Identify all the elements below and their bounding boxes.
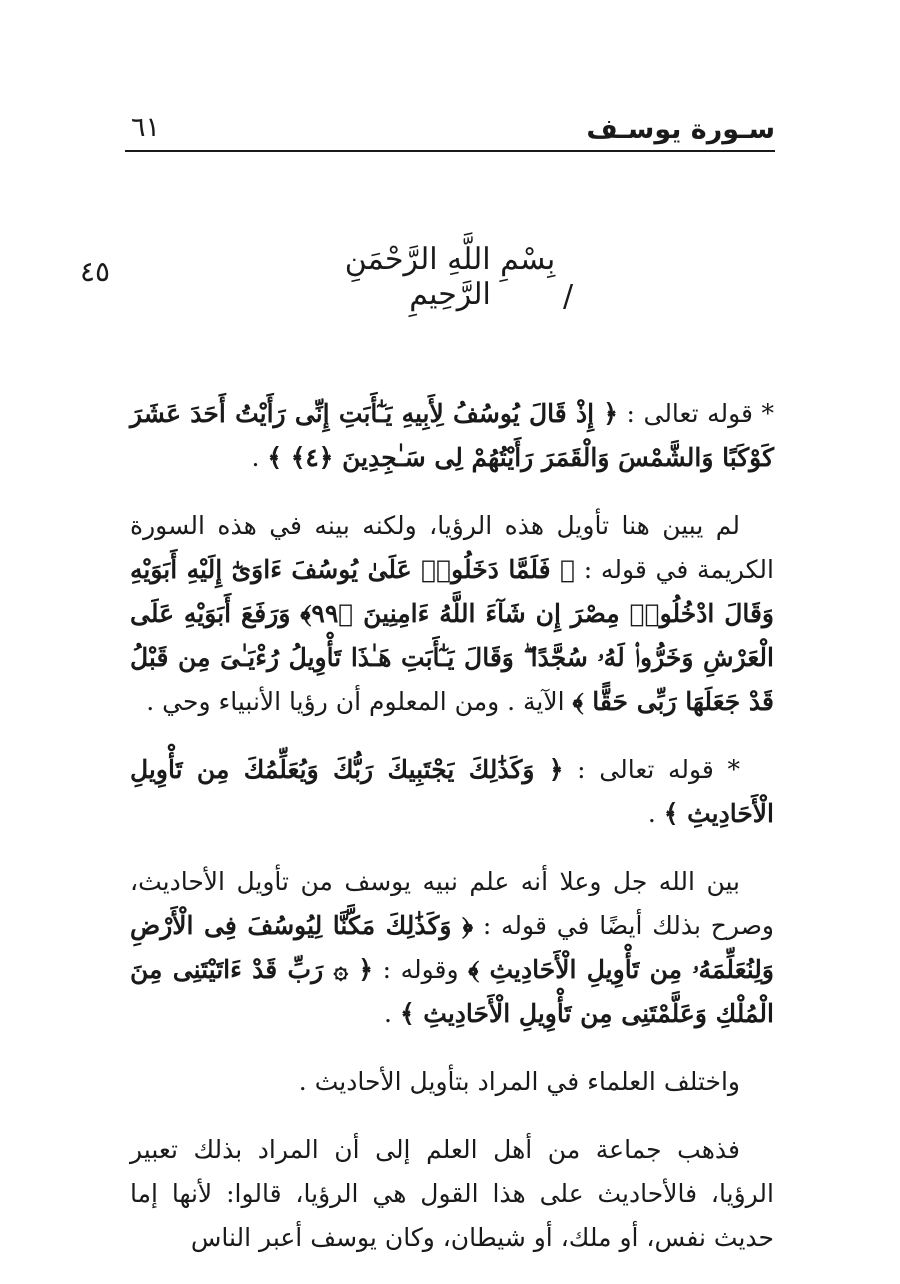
margin-number: ٤٥ [80,255,111,288]
paragraph-lead: لم يبين هنا تأويل هذه الرؤيا، ولكنه بينه في هذه السورة الكريمة في قوله : [130,511,774,584]
paragraph-4 [130,860,774,1036]
running-header [125,110,775,152]
slash-mark: / [563,279,574,314]
surah-title: سـورة يوسـف [586,114,775,145]
paragraph-2 [130,504,774,724]
quran-verse: ﴿ إِذْ قَالَ يُوسُفُ لِأَبِيهِ يَـٰٓأَبَتِ إِنِّى رَأَيْتُ أَحَدَ عَشَرَ كَوْكَبًا وَالشَّمْسَ وَالْقَمَرَ رَأَيْتُهُمْ لِى سَـٰجِدِينَ ﴿٤﴾ ﴾ [130,399,774,472]
paragraph-tail: . [647,799,664,828]
paragraph-lead: بين الله جل وعلا أنه علم نبيه يوسف من تأويل الأحاديث، وصرح بذلك أيضًا في قوله : [130,867,774,940]
paragraph-1 [130,392,774,480]
paragraph-mid: وقوله : [373,955,469,984]
paragraph-6 [130,1128,774,1260]
paragraph-lead: * قوله تعالى : [618,399,774,428]
basmala: بِسْمِ اللَّهِ الرَّحْمَنِ الرَّحِيمِ [344,242,556,312]
paragraph-tail: . [384,999,400,1028]
page-number: ٦١ [131,112,161,143]
paragraph-lead: واختلف العلماء في المراد بتأويل الأحاديث . [298,1067,740,1096]
paragraph-tail: الآية . ومن المعلوم أن رؤيا الأنبياء وحي . [146,687,573,716]
paragraph-lead: * قوله تعالى : [563,755,740,784]
paragraph-3 [130,748,774,836]
quran-verse: ﴿ ۞ رَبِّ قَدْ ءَاتَيْتَنِى مِنَ الْمُلْكِ وَعَلَّمْتَنِى مِن تَأْوِيلِ الْأَحَادِيثِ ﴾ [130,955,774,1028]
paragraph-tail: . [251,443,268,472]
quran-verse: ﴿ فَلَمَّا دَخَلُوا۟ عَلَىٰ يُوسُفَ ءَاوَىٰٓ إِلَيْهِ أَبَوَيْهِ وَقَالَ ادْخُلُوا۟ مِصْرَ إِن شَآءَ اللَّهُ ءَامِنِينَ ﴿٩٩﴾ وَرَفَعَ أَبَوَيْهِ عَلَى الْعَرْشِ وَخَرُّوا۟ لَهُۥ سُجَّدًا ۖ وَقَالَ يَـٰٓأَبَتِ هَـٰذَا تَأْوِيلُ رُءْيَـٰىَ مِن قَبْلُ قَدْ جَعَلَهَا رَبِّى حَقًّا ﴾ [130,555,775,716]
paragraph-lead: فذهب جماعة من أهل العلم إلى أن المراد بذلك تعبير الرؤيا، فالأحاديث على هذا القول هي الرؤيا، قالوا: لأنها إما حديث نفس، أو ملك، أو شيطان، وكان يوسف أعبر الناس [130,1135,774,1252]
body-text [130,392,774,1284]
paragraph-5 [130,1060,774,1104]
quran-verse: ﴿ وَكَذَٰلِكَ يَجْتَبِيكَ رَبُّكَ وَيُعَلِّمُكَ مِن تَأْوِيلِ الْأَحَادِيثِ ﴾ [130,755,774,828]
quran-verse: ﴿ وَكَذَٰلِكَ مَكَّنَّا لِيُوسُفَ فِى الْأَرْضِ وَلِنُعَلِّمَهُۥ مِن تَأْوِيلِ الْأَحَادِيثِ ﴾ [130,911,774,984]
